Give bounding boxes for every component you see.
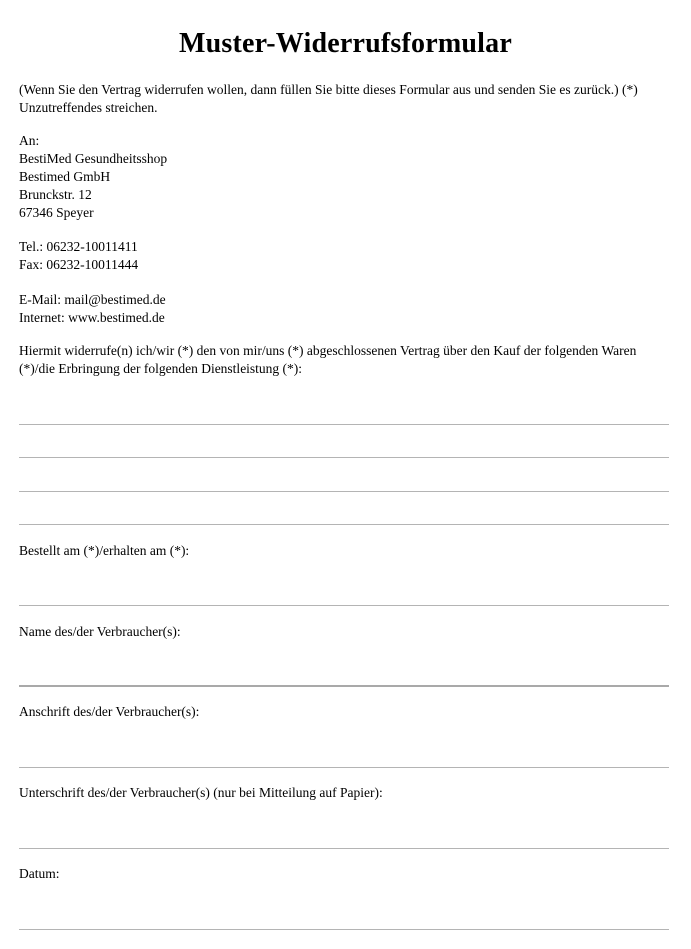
goods-line-4[interactable] — [19, 524, 669, 525]
intro-text: (Wenn Sie den Vertrag widerrufen wollen, dann füllen Sie bitte dieses Formular aus und senden Sie es zurück.) (*) Unzutreffendes streichen. — [19, 82, 638, 115]
goods-line-3[interactable] — [19, 491, 669, 492]
recipient-email: E-Mail: mail@bestimed.de — [19, 292, 166, 307]
recipient-tel: Tel.: 06232-10011411 — [19, 239, 138, 254]
recipient-label: An: — [19, 133, 40, 148]
declaration-text: Hiermit widerrufe(n) ich/wir (*) den von mir/uns (*) abgeschlossenen Vertrag über den Kauf der folgenden Waren (*)/die Erbringung der folgenden Dienstleistung (*): — [19, 343, 637, 376]
ordered-label: Bestellt am (*)/erhalten am (*): — [19, 543, 190, 558]
signature-label: Unterschrift des/der Verbraucher(s) (nur bei Mitteilung auf Papier): — [19, 785, 383, 800]
goods-line-2[interactable] — [19, 457, 669, 458]
date-line[interactable] — [19, 929, 669, 930]
recipient-fax: Fax: 06232-10011444 — [19, 257, 139, 272]
page-title: Muster-Widerrufsformular — [179, 28, 512, 59]
recipient-company: Bestimed GmbH — [19, 169, 111, 184]
recipient-name: BestiMed Gesundheitsshop — [19, 151, 168, 166]
consumer-address-line[interactable] — [19, 767, 669, 768]
signature-line[interactable] — [19, 848, 669, 849]
recipient-street: Brunckstr. 12 — [19, 187, 92, 202]
ordered-line[interactable] — [19, 605, 669, 606]
consumer-name-label: Name des/der Verbraucher(s): — [19, 624, 181, 639]
goods-line-1[interactable] — [19, 424, 669, 425]
recipient-internet: Internet: www.bestimed.de — [19, 310, 165, 325]
consumer-address-label: Anschrift des/der Verbraucher(s): — [19, 704, 200, 719]
consumer-name-line[interactable] — [19, 685, 669, 687]
recipient-city: 67346 Speyer — [19, 205, 94, 220]
date-label: Datum: — [19, 866, 60, 881]
